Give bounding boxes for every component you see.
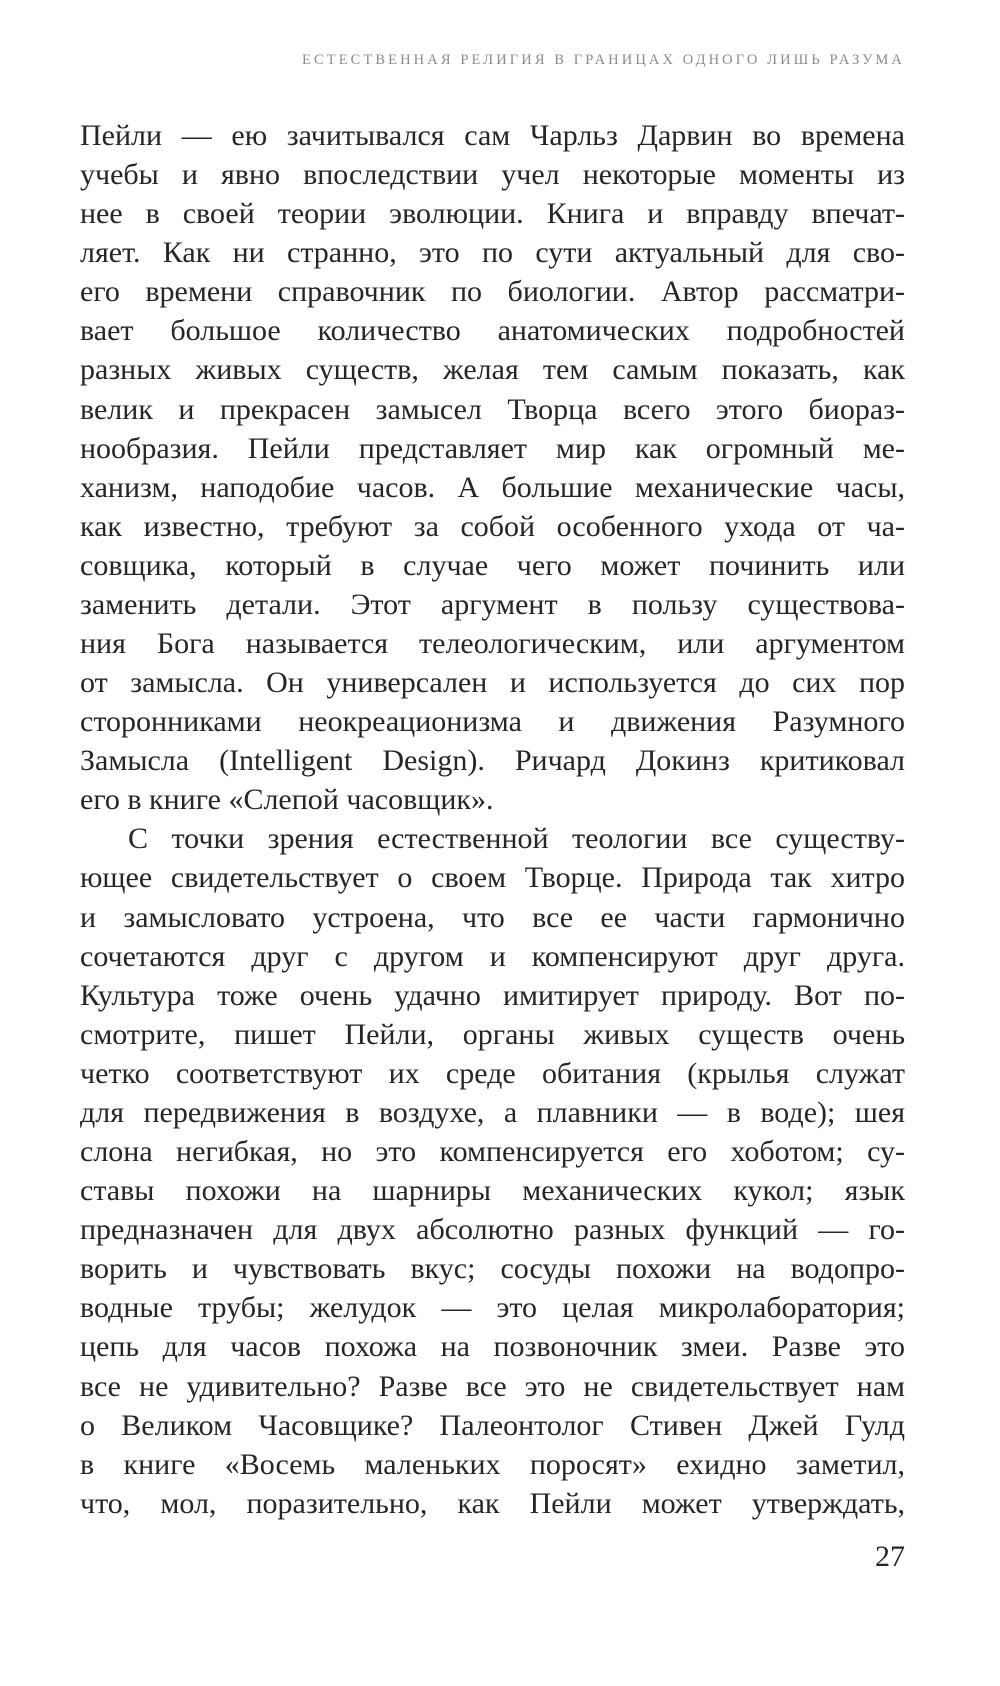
text-line: заменить детали. Этот аргумент в пользу существова- [80,587,905,621]
paragraph [80,116,905,819]
text-line: Замысла (Intelligent Design). Ричард Докинз критиковал [80,744,905,778]
text-line: смотрите, пишет Пейли, органы живых существ очень [80,1017,905,1051]
text-line: предназначен для двух абсолютно разных функций — го- [80,1213,905,1247]
text-line: ханизм, наподобие часов. А большие механические часы, [80,470,905,504]
text-line: учебы и явно впоследствии учел некоторые моменты из [80,158,905,192]
text-line: слона негибкая, но это компенсируется его хоботом; су- [80,1135,905,1169]
text-line: его времени справочник по биологии. Автор рассматри- [80,275,905,309]
text-line: четко соответствуют их среде обитания (крылья служат [80,1056,905,1090]
text-line: цепь для часов похожа на позвоночник змеи. Разве это [80,1330,905,1364]
page-number: 27 [875,1540,905,1573]
text-line: сторонниками неокреационизма и движения Разумного [80,705,905,739]
text-line: ставы похожи на шарниры механических кукол; язык [80,1174,905,1208]
text-line: ющее свидетельствует о своем Творце. Природа так хитро [80,861,905,895]
text-line: водные трубы; желудок — это целая микролаборатория; [80,1291,905,1325]
text-line: его в книге «Слепой часовщик». [80,783,494,817]
text-line: в книге «Восемь маленьких поросят» ехидно заметил, [80,1447,905,1481]
text-line: Пейли — ею зачитывался сам Чарльз Дарвин во времена [80,119,905,152]
text-line: Культура тоже очень удачно имитирует природу. Вот по- [80,978,905,1012]
body-text [80,116,905,1523]
paragraph [80,819,905,1522]
text-line: нее в своей теории эволюции. Книга и вправду впечат- [80,197,905,231]
text-line: о Великом Часовщике? Палеонтолог Стивен Джей Гулд [80,1408,905,1442]
text-line: что, мол, поразительно, как Пейли может утверждать, [80,1486,905,1520]
text-line: велик и прекрасен замысел Творца всего этого биораз- [80,392,905,426]
text-line: от замысла. Он универсален и используется до сих пор [80,666,905,700]
text-line: совщика, который в случае чего может починить или [80,548,905,582]
text-line: и замысловато устроена, что все ее части гармонично [80,900,905,934]
text-line: разных живых существ, желая тем самым показать, как [80,353,905,387]
text-line: как известно, требуют за собой особенного ухода от ча- [80,509,905,543]
running-head: ЕСТЕСТВЕННАЯ РЕЛИГИЯ В ГРАНИЦАХ ОДНОГО ЛИШЬ РАЗУМА [302,52,905,68]
text-line: ляет. Как ни странно, это по сути актуальный для сво- [80,236,905,270]
text-line: все не удивительно? Разве все это не свидетельствует нам [80,1369,905,1403]
text-line: нообразия. Пейли представляет мир как огромный ме- [80,431,905,465]
text-line: ния Бога называется телеологическим, или аргументом [80,627,905,661]
text-line: С точки зрения естественной теологии все существу- [128,822,905,856]
text-line: для передвижения в воздухе, а плавники — в воде); шея [80,1095,905,1129]
text-line: вает большое количество анатомических подробностей [80,314,905,348]
text-line: ворить и чувствовать вкус; сосуды похожи на водопро- [80,1252,905,1286]
text-line: сочетаются друг с другом и компенсируют друг друга. [80,939,905,973]
